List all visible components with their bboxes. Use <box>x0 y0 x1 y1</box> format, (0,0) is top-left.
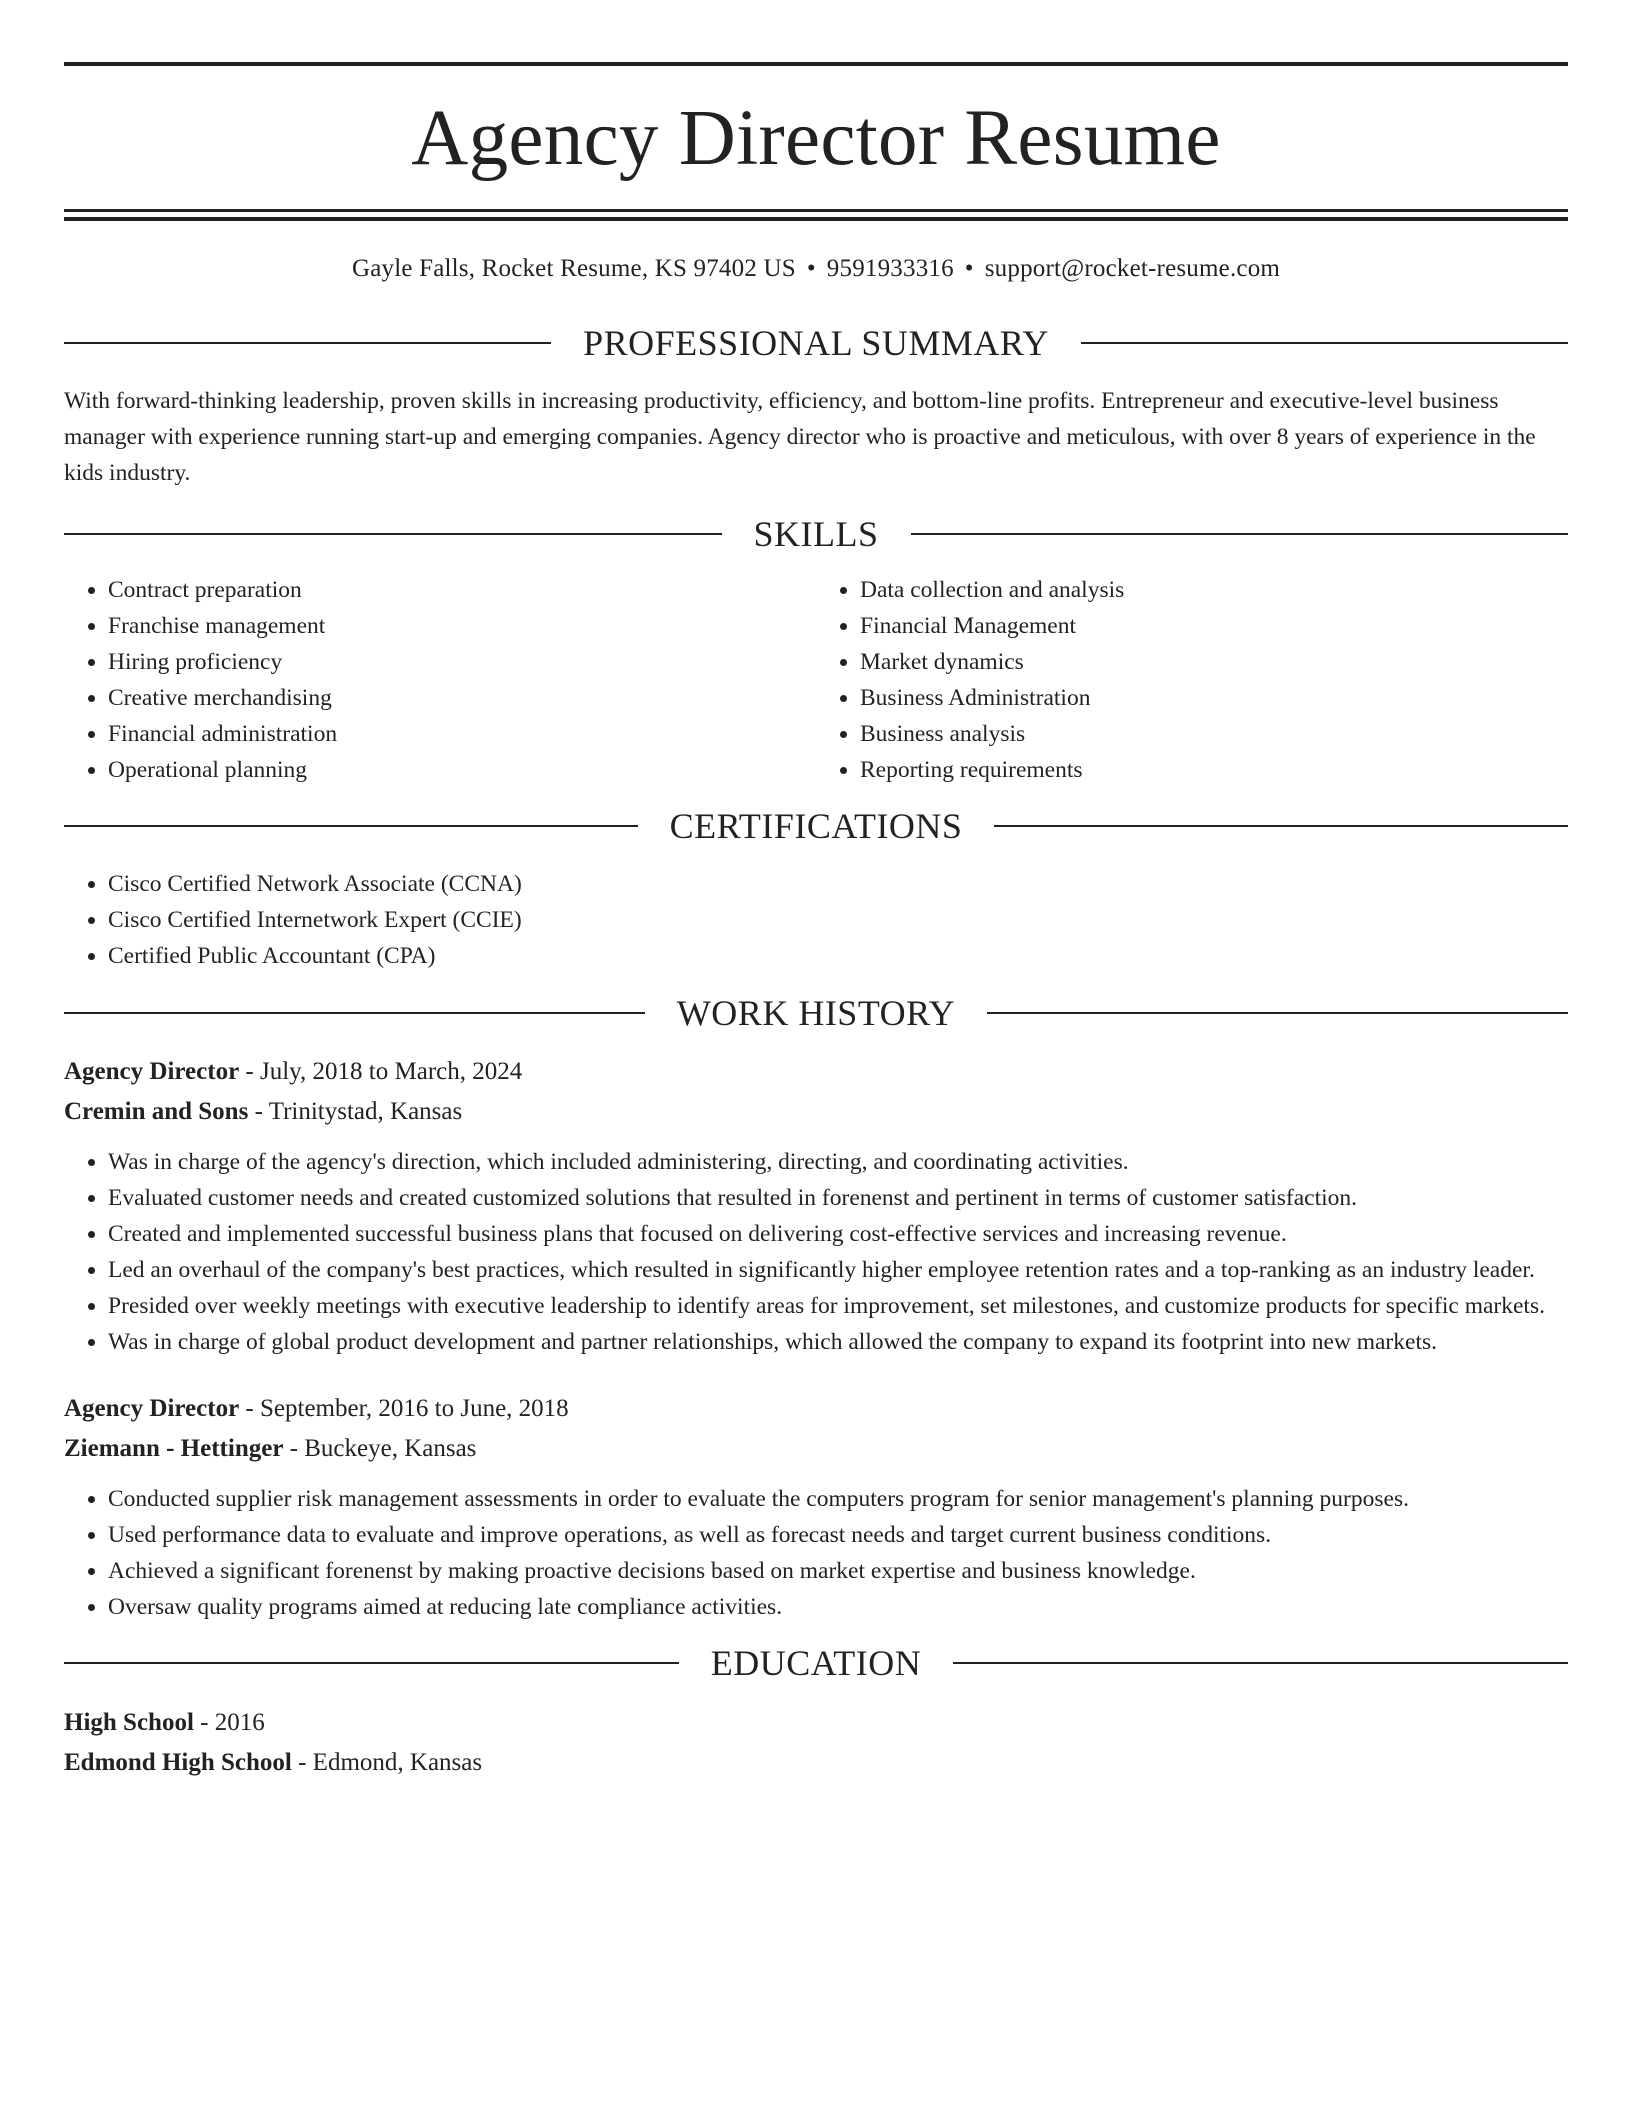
responsibility-item: • Used performance data to evaluate and improve operations, as well as forecast needs and target current business conditions. <box>108 1517 1568 1553</box>
job-dates: - July, 2018 to March, 2024 <box>239 1058 523 1085</box>
skills-list-right <box>816 572 1568 788</box>
job-title-line <box>64 1052 1568 1092</box>
contact-phone: 9591933316 <box>826 255 954 282</box>
certification-item: • Certified Public Accountant (CPA) <box>108 938 1568 974</box>
education-location: - Edmond, Kansas <box>291 1749 483 1776</box>
skill-item: • Franchise management <box>108 608 816 644</box>
heading-rule-right <box>994 825 1568 827</box>
section-title: WORK HISTORY <box>676 993 956 1033</box>
education-degree: High School <box>64 1709 194 1736</box>
responsibility-item: • Oversaw quality programs aimed at reducing late compliance activities. <box>108 1589 1568 1625</box>
job-responsibilities <box>64 1144 1568 1360</box>
job-title: Agency Director <box>64 1395 240 1422</box>
responsibility-item: • Conducted supplier risk management assessments in order to evaluate the computers program for senior management's planning purposes. <box>108 1481 1568 1517</box>
section-title: CERTIFICATIONS <box>669 806 963 846</box>
responsibility-item: • Was in charge of the agency's direction, which included administering, directing, and coordinating activities. <box>108 1144 1568 1180</box>
certification-item: • Cisco Certified Internetwork Expert (CCIE) <box>108 902 1568 938</box>
skill-item: • Financial administration <box>108 716 816 752</box>
heading-rule-right <box>911 533 1569 535</box>
job-entry <box>64 1052 1568 1360</box>
title-double-rule <box>64 209 1568 221</box>
job-company-line <box>64 1092 1568 1132</box>
job-title-line <box>64 1389 1568 1429</box>
heading-rule-right <box>987 1012 1568 1014</box>
skill-item: • Contract preparation <box>108 572 816 608</box>
skill-item: • Hiring proficiency <box>108 644 816 680</box>
job-company: Cremin and Sons <box>64 1098 249 1125</box>
skill-item: • Business Administration <box>860 680 1568 716</box>
job-location: - Buckeye, Kansas <box>283 1435 477 1462</box>
certifications-list <box>64 866 1568 974</box>
heading-rule-right <box>1081 342 1568 344</box>
education-degree-line <box>64 1703 1568 1743</box>
skill-item: • Operational planning <box>108 752 816 788</box>
skill-item: • Market dynamics <box>860 644 1568 680</box>
job-company-line <box>64 1429 1568 1469</box>
summary-text: With forward-thinking leadership, proven skills in increasing productivity, efficiency, and bottom-line profits. Entrepreneur and executive-level business manager with experience running start-up and emerging companies. Agency director who is proactive and meticulous, with over 8 years of experience in the kids industry. <box>64 388 1536 486</box>
skill-item: • Data collection and analysis <box>860 572 1568 608</box>
skills-grid <box>64 572 1568 788</box>
heading-rule-left <box>64 825 638 827</box>
heading-rule-left <box>64 1012 645 1014</box>
section-heading-education <box>64 1645 1568 1681</box>
responsibility-item: • Created and implemented successful business plans that focused on delivering cost-effective services and increasing revenue. <box>108 1216 1568 1252</box>
job-entry <box>64 1389 1568 1625</box>
contact-line <box>64 256 1568 281</box>
contact-email: support@rocket-resume.com <box>984 255 1281 282</box>
responsibility-item: • Led an overhaul of the company's best practices, which resulted in significantly higher employee retention rates and a top-ranking as an industry leader. <box>108 1252 1568 1288</box>
responsibility-item: • Evaluated customer needs and created customized solutions that resulted in forenenst and pertinent in terms of customer satisfaction. <box>108 1180 1568 1216</box>
heading-rule-left <box>64 533 722 535</box>
top-rule <box>64 62 1568 66</box>
job-dates: - September, 2016 to June, 2018 <box>239 1395 569 1422</box>
certification-item: • Cisco Certified Network Associate (CCNA) <box>108 866 1568 902</box>
heading-rule-left <box>64 342 551 344</box>
skill-item: • Creative merchandising <box>108 680 816 716</box>
responsibility-item: • Was in charge of global product development and partner relationships, which allowed the company to expand its footprint into new markets. <box>108 1324 1568 1360</box>
job-location: - Trinitystad, Kansas <box>248 1098 463 1125</box>
job-company: Ziemann - Hettinger <box>64 1435 284 1462</box>
education-school: Edmond High School <box>64 1749 292 1776</box>
responsibility-item: • Achieved a significant forenenst by making proactive decisions based on market expertise and business knowledge. <box>108 1553 1568 1589</box>
job-responsibilities <box>64 1481 1568 1625</box>
section-title: PROFESSIONAL SUMMARY <box>583 323 1049 363</box>
skill-item: • Business analysis <box>860 716 1568 752</box>
section-heading-work-history <box>64 995 1568 1031</box>
section-title: SKILLS <box>753 514 879 554</box>
section-title: EDUCATION <box>710 1643 922 1683</box>
education-entry <box>64 1703 1568 1783</box>
section-heading-summary <box>64 325 1568 361</box>
skill-item: • Financial Management <box>860 608 1568 644</box>
education-year: - 2016 <box>193 1709 265 1736</box>
heading-rule-left <box>64 1662 679 1664</box>
contact-address: Gayle Falls, Rocket Resume, KS 97402 US <box>351 255 796 282</box>
skill-item: • Reporting requirements <box>860 752 1568 788</box>
responsibility-item: • Presided over weekly meetings with executive leadership to identify areas for improvement, set milestones, and customize products for specific markets. <box>108 1288 1568 1324</box>
job-title: Agency Director <box>64 1058 240 1085</box>
section-heading-skills <box>64 516 1568 552</box>
skills-list-left <box>64 572 816 788</box>
education-school-line <box>64 1743 1568 1783</box>
resume-title: Agency Director Resume <box>411 95 1221 182</box>
heading-rule-right <box>953 1662 1568 1664</box>
section-heading-certifications <box>64 808 1568 844</box>
contact-separator: • <box>964 255 974 282</box>
contact-separator: • <box>806 255 816 282</box>
